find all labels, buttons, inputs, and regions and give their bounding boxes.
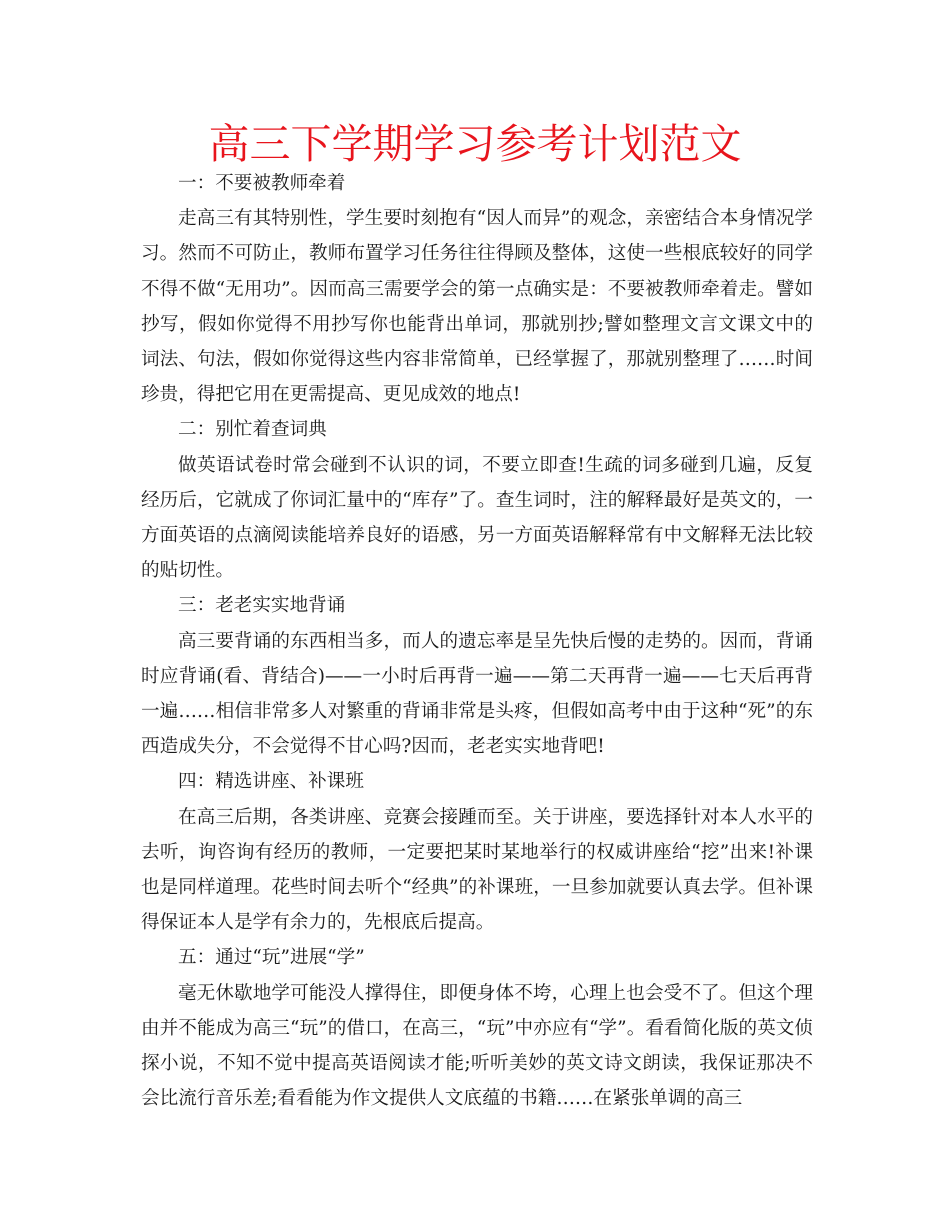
section-paragraph-3: 高三要背诵的东西相当多，而人的遗忘率是呈先快后慢的走势的。因而，背诵时应背诵(看、背结合)——一小时后再背一遍——第二天再背一遍——七天后再背一遍……相信非常多人对繁重的背诵非常是头疼，但假如高考中由于这种“死”的东西造成失分，不会觉得不甘心吗?因而，老老实实地背吧!: [141, 630, 813, 758]
section-paragraph-1: 走高三有其特别性，学生要时刻抱有“因人而异”的观念，亲密结合本身情况学习。然而不可防止，教师布置学习任务往往得顾及整体，这使一些根底较好的同学不得不做“无用功”。因而高三需要学会的第一点确实是：不要被教师牵着走。譬如抄写，假如你觉得不用抄写你也能背出单词，那就别抄;譬如整理文言文课文中的词法、句法，假如你觉得这些内容非常简单，已经掌握了，那就别整理了……时间珍贵，得把它用在更需提高、更见成效的地点!: [141, 208, 813, 406]
document-title: 高三下学期学习参考计划范文: [208, 120, 742, 168]
section-heading-2: 二：别忙着查词典: [178, 419, 327, 441]
section-heading-5: 五：通过“玩”进展“学”: [178, 947, 365, 969]
section-heading-3: 三：老老实实地背诵: [178, 595, 346, 617]
section-paragraph-5: 毫无休歇地学可能没人撑得住，即便身体不垮，心理上也会受不了。但这个理由并不能成为高三“玩”的借口，在高三，“玩”中亦应有“学”。看看简化版的英文侦探小说，不知不觉中提高英语阅读才能;听听美妙的英文诗文朗读，我保证那决不会比流行音乐差;看看能为作文提供人文底蕴的书籍……在紧张单调的高三: [141, 982, 813, 1110]
section-heading-1: 一：不要被教师牵着: [178, 173, 346, 194]
document-body: [141, 166, 813, 1116]
section-heading-4: 四：精选讲座、补课班: [178, 771, 364, 793]
section-paragraph-4: 在高三后期，各类讲座、竞赛会接踵而至。关于讲座，要选择针对本人水平的去听，询咨询有经历的教师，一定要把某时某地举行的权威讲座给“挖”出来!补课也是同样道理。花些时间去听个“经典”的补课班，一旦参加就要认真去学。但补课得保证本人是学有余力的，先根底后提高。: [141, 806, 813, 934]
section-paragraph-2: 做英语试卷时常会碰到不认识的词，不要立即查!生疏的词多碰到几遍，反复经历后，它就成了你词汇量中的“库存”了。查生词时，注的解释最好是英文的，一方面英语的点滴阅读能培养良好的语感，另一方面英语解释常有中文解释无法比较的贴切性。: [141, 454, 813, 582]
